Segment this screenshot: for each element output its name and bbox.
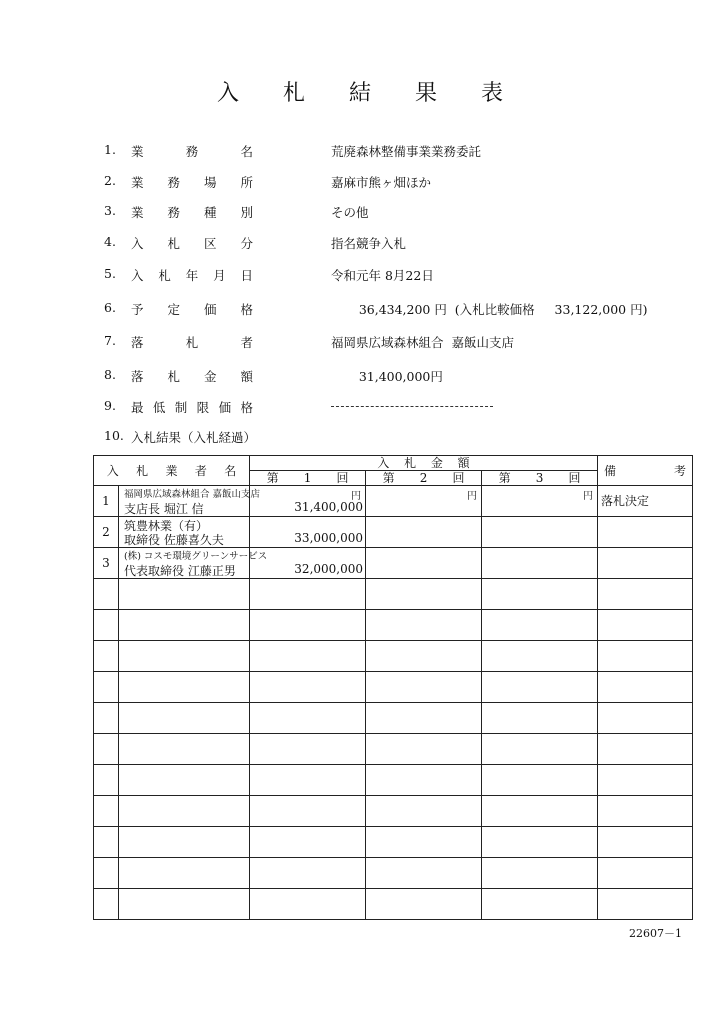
bid-amount-header <box>250 456 598 471</box>
info-label-char: 限 <box>196 400 210 415</box>
round-3-amount <box>482 517 598 548</box>
round-2-amount <box>366 889 482 920</box>
info-label <box>131 142 253 160</box>
round-3-amount <box>482 765 598 796</box>
table-row <box>94 579 693 610</box>
info-number: 6. <box>104 300 116 315</box>
round-1-amount <box>250 765 366 796</box>
info-label-char: 入 <box>131 268 144 283</box>
round-header-char: 3 <box>535 471 544 485</box>
info-label-char: 分 <box>240 236 253 251</box>
bidder-name <box>119 641 250 672</box>
info-label-char: 格 <box>240 400 253 415</box>
bidder-header-char: 業 <box>165 463 178 478</box>
bidder-name <box>119 765 250 796</box>
table-row <box>94 610 693 641</box>
row-number <box>94 765 119 796</box>
table-row <box>94 889 693 920</box>
info-label-char: 額 <box>240 369 253 384</box>
remarks-header <box>598 456 693 486</box>
round-header-char: 回 <box>336 471 349 485</box>
round-header-char: 2 <box>419 471 428 485</box>
row-number <box>94 827 119 858</box>
round-header-char: 第 <box>382 471 395 485</box>
remark-cell <box>598 858 693 889</box>
document-number: 22607－1 <box>629 927 682 940</box>
info-label-char: 者 <box>240 335 253 350</box>
row-number <box>94 858 119 889</box>
bidder-name-line2: 取締役 佐藤喜久夫 <box>124 533 224 547</box>
info-label <box>131 333 253 351</box>
round-3-amount <box>482 796 598 827</box>
info-row <box>0 367 720 387</box>
info-row <box>0 428 720 448</box>
info-label <box>131 203 253 221</box>
bidder-name <box>119 548 268 579</box>
bidder-name <box>119 517 250 548</box>
bidder-header-char: 名 <box>224 463 237 478</box>
remark-cell: 落札決定 <box>598 486 693 517</box>
round-3-amount <box>482 486 598 517</box>
round-3-amount <box>482 610 598 641</box>
round-header <box>482 471 597 485</box>
round-2-amount <box>366 703 482 734</box>
info-label-char: 所 <box>240 175 253 190</box>
info-label-char: 金 <box>203 369 217 384</box>
amount-header-char: 額 <box>457 456 470 470</box>
round-3-amount <box>482 579 598 610</box>
round-1-amount <box>250 889 366 920</box>
round-2-amount <box>366 517 482 548</box>
info-row <box>0 234 720 254</box>
table-row <box>94 672 693 703</box>
info-label-char: 年 <box>185 268 199 283</box>
remark-cell <box>598 641 693 672</box>
info-number: 2. <box>104 173 116 188</box>
round-1-amount <box>250 672 366 703</box>
info-label-char: 価 <box>203 302 217 317</box>
remark-cell <box>598 734 693 765</box>
info-label-char: 落 <box>131 335 144 350</box>
info-label-char: 低 <box>152 400 166 415</box>
info-row <box>0 333 720 353</box>
round-2-amount <box>366 734 482 765</box>
info-number: 4. <box>104 234 116 249</box>
round-1-amount <box>250 610 366 641</box>
remark-cell <box>598 579 693 610</box>
row-number <box>94 734 119 765</box>
yen-unit: 円 <box>351 491 362 502</box>
round-2-amount <box>366 610 482 641</box>
bidder-header-char: 入 <box>106 463 119 478</box>
round-2-amount <box>366 765 482 796</box>
table-row <box>94 641 693 672</box>
bid-results-table <box>93 455 693 920</box>
table-row <box>94 858 693 889</box>
info-number: 10. <box>104 428 124 443</box>
info-row <box>0 398 720 418</box>
page-title <box>0 76 720 107</box>
round-1-amount <box>250 486 366 517</box>
info-value: 36,434,200 円 (入札比較価格 33,122,000 円) <box>331 302 648 317</box>
info-label-char: 種 <box>203 205 217 220</box>
round-3-amount <box>482 889 598 920</box>
info-label-char: 業 <box>131 205 144 220</box>
round-header-2 <box>366 471 482 486</box>
info-number: 3. <box>104 203 116 218</box>
info-label-char: 日 <box>240 268 253 283</box>
bidder-header-char: 札 <box>136 463 149 478</box>
info-number: 9. <box>104 398 116 413</box>
bidder-name-line2: 代表取締役 江藤正男 <box>124 564 236 578</box>
bidder-name-line2: 支店長 堀江 信 <box>124 502 204 516</box>
bidder-header-char: 者 <box>194 463 207 478</box>
info-label-char: 落 <box>131 369 144 384</box>
info-label-char: 名 <box>240 144 253 159</box>
round-2-amount <box>366 548 482 579</box>
remark-cell <box>598 765 693 796</box>
remark-cell <box>598 517 693 548</box>
info-label-char: 区 <box>203 236 217 251</box>
round-1-amount <box>250 517 366 548</box>
row-number: 1 <box>94 486 119 517</box>
info-label-char: 制 <box>174 400 188 415</box>
table-row <box>94 827 693 858</box>
info-row <box>0 142 720 162</box>
table-row <box>94 703 693 734</box>
amount-header-char: 札 <box>404 456 417 470</box>
info-label-char: 価 <box>218 400 232 415</box>
info-label-char: 業 <box>131 175 144 190</box>
bidder-name <box>119 672 250 703</box>
round-3-amount <box>482 734 598 765</box>
round-header-char: 1 <box>303 471 312 485</box>
remark-cell <box>598 548 693 579</box>
round-header-char: 第 <box>266 471 279 485</box>
round-2-amount <box>366 672 482 703</box>
bidder-name <box>119 486 261 517</box>
round-header-3 <box>482 471 598 486</box>
info-value: 31,400,000円 <box>331 369 443 384</box>
info-label-char: 定 <box>167 302 180 317</box>
round-3-amount <box>482 703 598 734</box>
info-label <box>131 266 253 284</box>
round-header <box>366 471 481 485</box>
remarks-header-char: 考 <box>674 464 687 478</box>
yen-unit: 円 <box>467 491 478 502</box>
row-number: 2 <box>94 517 119 548</box>
title-char: 入 <box>216 81 239 106</box>
remark-cell <box>598 703 693 734</box>
dashed-line <box>331 406 493 407</box>
round-2-amount <box>366 579 482 610</box>
round-1-amount <box>250 548 366 579</box>
remark-cell <box>598 796 693 827</box>
info-row <box>0 203 720 223</box>
title-char: 表 <box>480 81 503 106</box>
info-value: 福岡県広域森林組合 嘉飯山支店 <box>331 335 514 350</box>
info-label-char: 入 <box>131 236 144 251</box>
row-number <box>94 579 119 610</box>
bidder-name <box>119 579 250 610</box>
table-row <box>94 796 693 827</box>
info-label-char: 月 <box>213 268 226 283</box>
round-3-amount <box>482 548 598 579</box>
row-number <box>94 703 119 734</box>
round-2-amount <box>366 858 482 889</box>
info-value: 荒廃森林整備事業業務委託 <box>331 144 482 159</box>
info-number: 1. <box>104 142 116 157</box>
bidder-name-header <box>94 456 250 486</box>
round-1-amount <box>250 858 366 889</box>
info-label-char: 札 <box>158 268 171 283</box>
row-number: 3 <box>94 548 119 579</box>
row-number <box>94 641 119 672</box>
info-label <box>131 234 253 252</box>
round-1-amount <box>250 827 366 858</box>
round-3-amount <box>482 858 598 889</box>
row-number <box>94 796 119 827</box>
bid-amount: 31,400,000 <box>294 500 364 514</box>
table-row <box>94 765 693 796</box>
info-label-char: 予 <box>131 302 144 317</box>
round-2-amount <box>366 796 482 827</box>
round-3-amount <box>482 827 598 858</box>
info-row <box>0 173 720 193</box>
info-label-char: 業 <box>131 144 144 159</box>
bidder-name-line1: 筑豊林業（有） <box>124 519 209 533</box>
info-label <box>131 173 253 191</box>
round-header-char: 回 <box>568 471 581 485</box>
info-label-char: 札 <box>185 335 199 350</box>
bidder-name <box>119 734 250 765</box>
info-value: 令和元年 8月22日 <box>331 268 434 283</box>
amount-header-char: 金 <box>430 456 443 470</box>
yen-unit: 円 <box>583 491 594 502</box>
round-1-amount <box>250 579 366 610</box>
info-value: 指名競争入札 <box>331 236 407 251</box>
info-label-char: 札 <box>167 236 180 251</box>
row-number <box>94 610 119 641</box>
round-header-1 <box>250 471 366 486</box>
info-row <box>0 266 720 286</box>
table-row <box>94 486 693 517</box>
remark-cell <box>598 610 693 641</box>
round-1-amount <box>250 734 366 765</box>
remark-cell <box>598 889 693 920</box>
table-row <box>94 548 693 579</box>
bidder-name-line1: (株) コスモ環境グリーンサービス <box>124 551 268 562</box>
info-label <box>131 367 253 385</box>
remark-cell <box>598 672 693 703</box>
bidder-name <box>119 610 250 641</box>
info-label-char: 最 <box>131 400 144 415</box>
round-2-amount <box>366 827 482 858</box>
info-value: その他 <box>331 205 369 220</box>
bidder-name <box>119 889 250 920</box>
info-number: 5. <box>104 266 116 281</box>
info-value: 嘉麻市熊ヶ畑ほか <box>331 175 432 190</box>
round-2-amount <box>366 641 482 672</box>
row-number <box>94 889 119 920</box>
remarks-header-char: 備 <box>604 464 617 478</box>
info-label-char: 格 <box>240 302 253 317</box>
title-char: 結 <box>348 81 371 106</box>
round-header <box>250 471 365 485</box>
info-number: 8. <box>104 367 116 382</box>
amount-header-char: 入 <box>377 456 390 470</box>
info-label-char: 場 <box>203 175 217 190</box>
round-3-amount <box>482 672 598 703</box>
bidder-name <box>119 703 250 734</box>
round-2-amount <box>366 486 482 517</box>
info-label-char: 務 <box>167 175 180 190</box>
bidder-name <box>119 796 250 827</box>
info-label-char: 札 <box>167 369 180 384</box>
title-char: 果 <box>414 81 437 106</box>
row-number <box>94 672 119 703</box>
bidder-name <box>119 858 250 889</box>
info-row <box>0 300 720 320</box>
round-1-amount <box>250 641 366 672</box>
amount-header <box>250 456 597 470</box>
round-header-char: 第 <box>498 471 511 485</box>
round-1-amount <box>250 703 366 734</box>
round-1-amount <box>250 796 366 827</box>
info-label-char: 別 <box>240 205 253 220</box>
info-label-char: 務 <box>185 144 199 159</box>
table-row <box>94 517 693 548</box>
table-row <box>94 734 693 765</box>
info-label-char: 務 <box>167 205 180 220</box>
info-number: 7. <box>104 333 116 348</box>
round-header-char: 回 <box>452 471 465 485</box>
info-label <box>131 428 257 446</box>
bidder-header <box>94 464 249 478</box>
bid-amount: 32,000,000 <box>294 562 364 576</box>
info-label <box>131 398 253 416</box>
info-label <box>131 300 253 318</box>
bidder-name <box>119 827 250 858</box>
remark-cell <box>598 827 693 858</box>
bid-amount: 33,000,000 <box>294 531 364 545</box>
info-label-char: 入札結果（入札経過） <box>131 430 257 445</box>
round-3-amount <box>482 641 598 672</box>
bidder-name-line1: 福岡県広域森林組合 嘉飯山支店 <box>124 489 261 500</box>
title-char: 札 <box>282 81 305 106</box>
